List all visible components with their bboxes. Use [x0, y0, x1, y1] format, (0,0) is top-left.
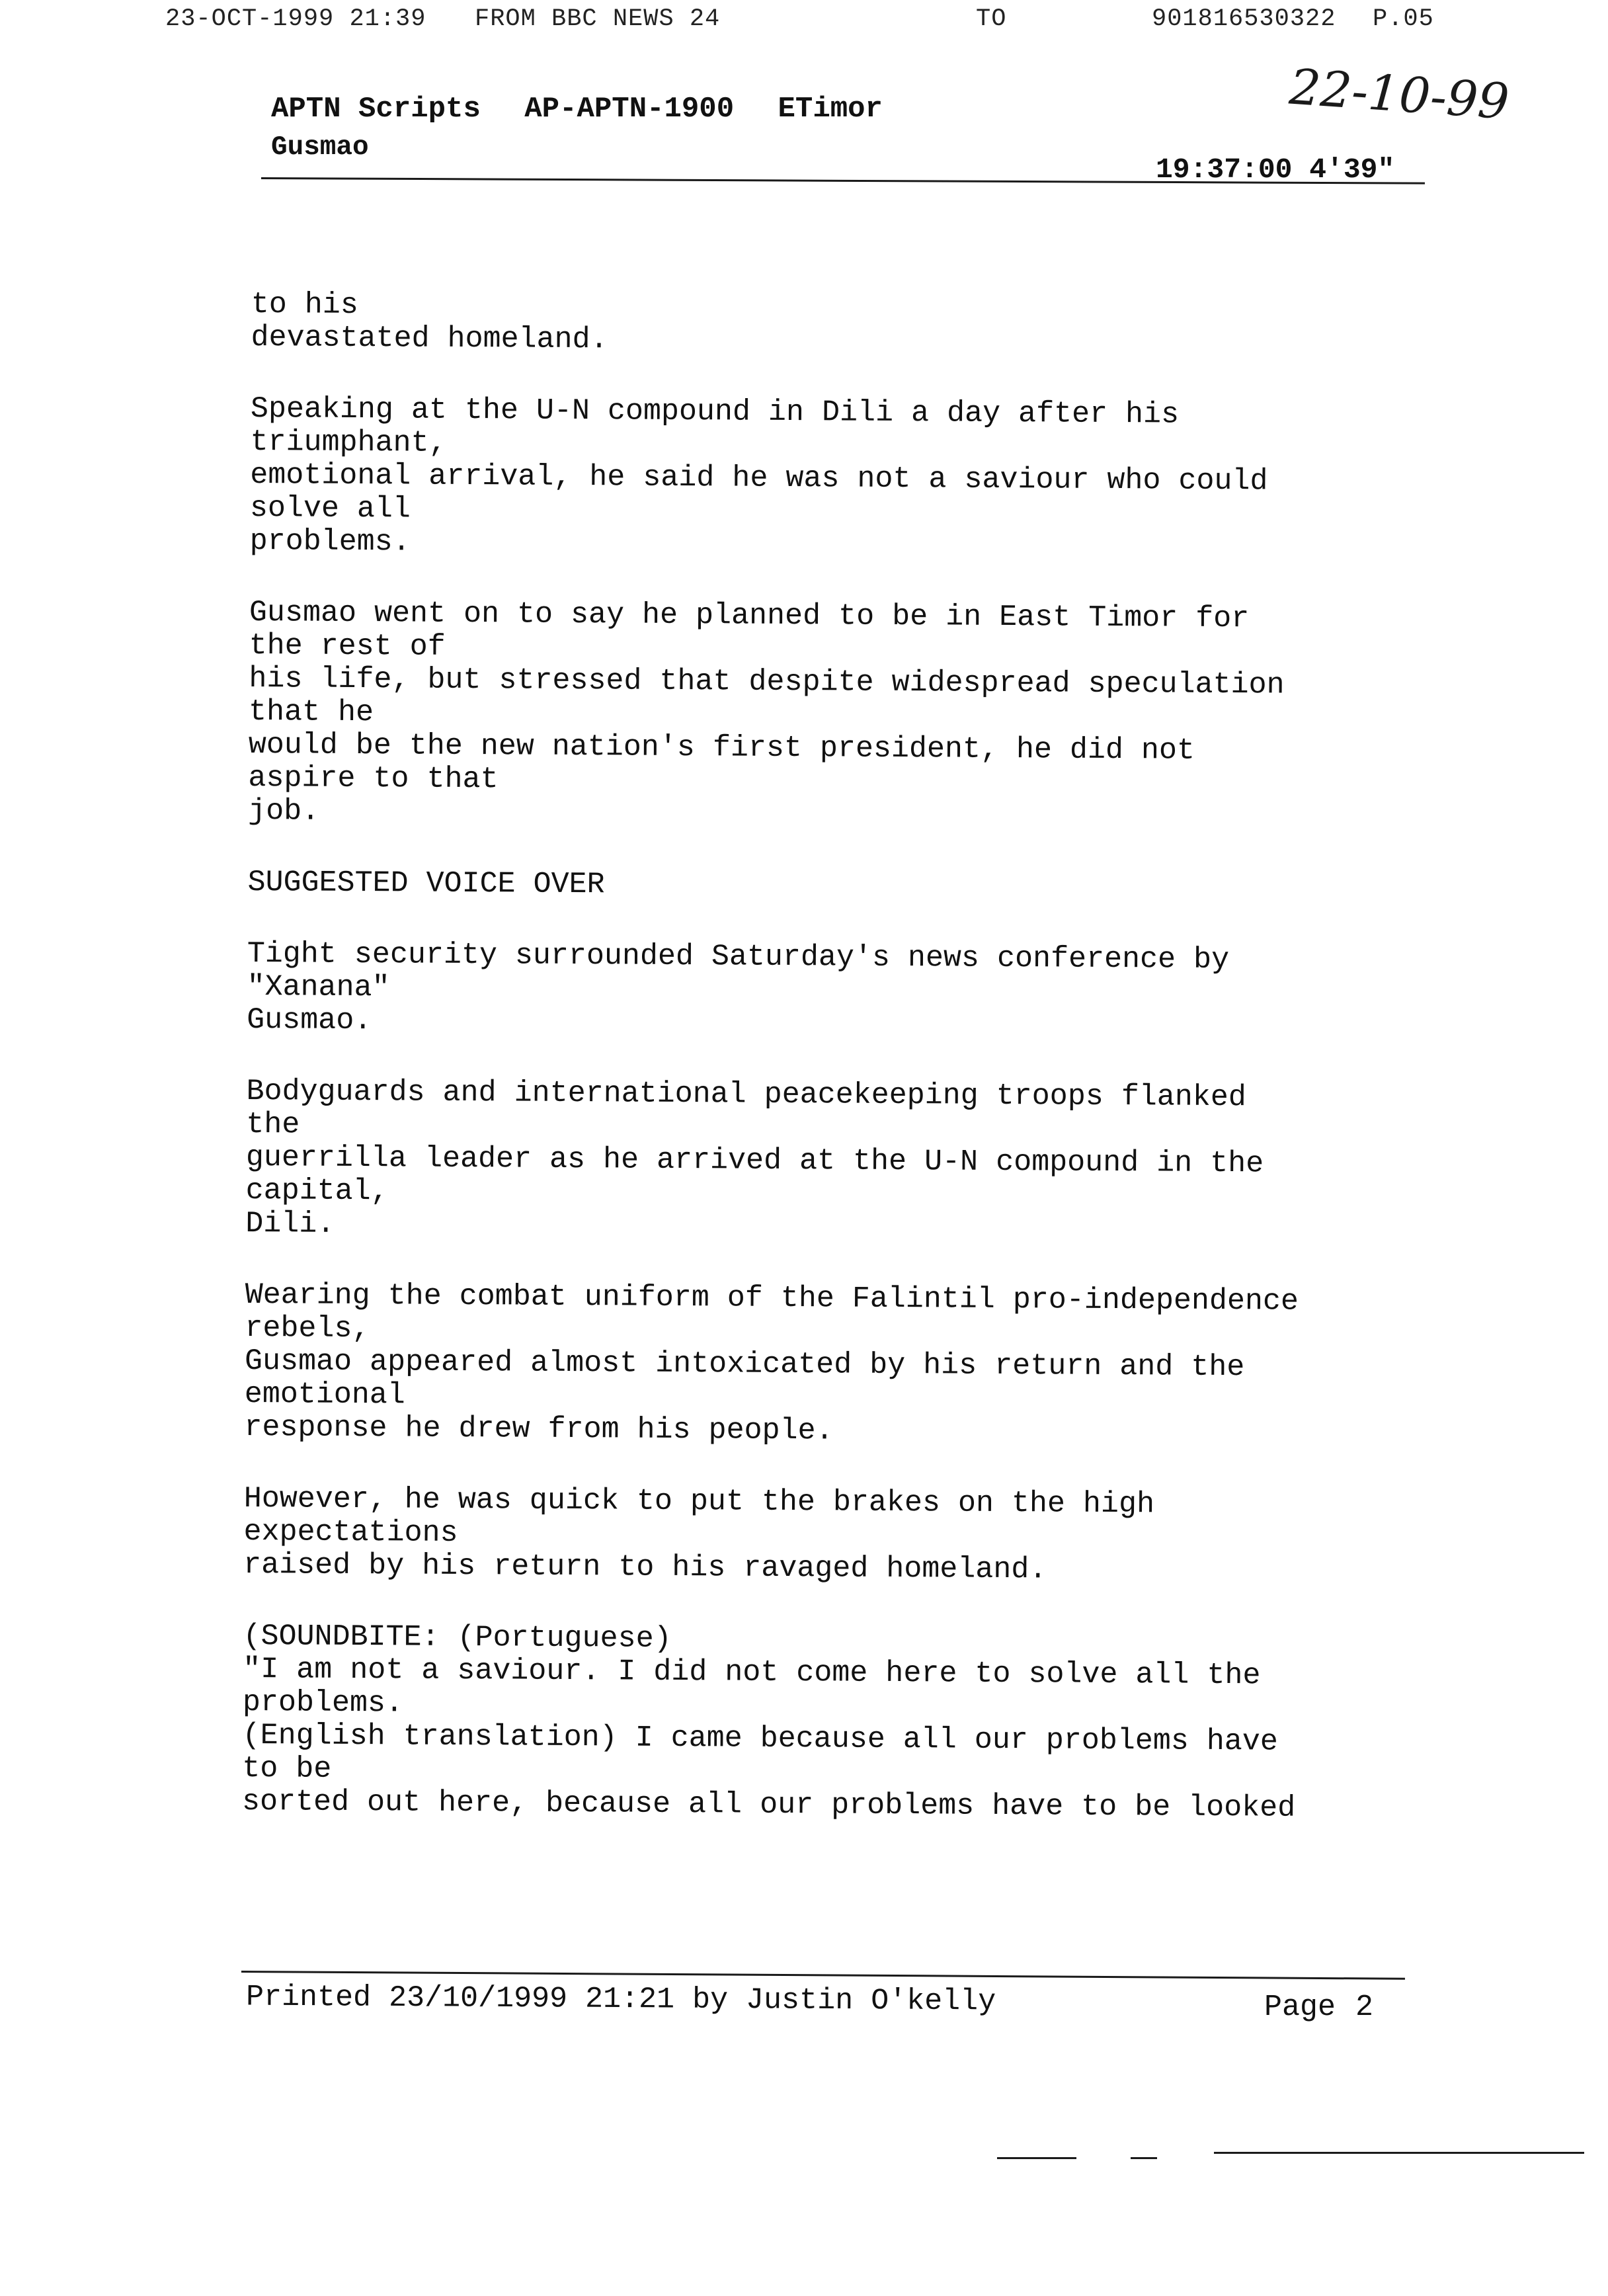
script-id: AP-APTN-1900: [524, 93, 735, 126]
script-timecode: 19:37:00 4'39": [1156, 153, 1395, 186]
script-line: solve all: [249, 491, 411, 526]
script-line: Bodyguards and international peacekeeping troops flanked: [246, 1074, 1246, 1115]
scan-mark: [997, 2157, 1076, 2159]
script-line: the: [246, 1107, 300, 1142]
script-line: devastated homeland.: [251, 320, 608, 357]
footer-rule: [241, 1971, 1405, 1980]
script-line: raised by his return to his ravaged homeland.: [243, 1547, 1047, 1587]
script-line: that he: [248, 694, 374, 730]
script-line: SUGGESTED VOICE OVER: [247, 865, 605, 902]
script-slug-line2: Gusmao: [271, 132, 369, 163]
fax-datetime: 23-OCT-1999 21:39: [165, 5, 426, 33]
script-slug: ETimor: [778, 93, 883, 126]
script-line: problems.: [242, 1685, 404, 1721]
fax-page: P.05: [1373, 5, 1434, 33]
script-paragraph: [243, 1483, 1434, 1589]
script-line: to be: [242, 1751, 332, 1786]
script-line: problems.: [249, 524, 411, 559]
script-line: capital,: [245, 1173, 389, 1209]
footer-page: [1264, 1990, 1373, 2024]
script-line: job.: [248, 794, 320, 829]
script-paragraph: [244, 1279, 1435, 1452]
fax-to: TO: [976, 5, 1007, 33]
script-line: to his: [251, 288, 359, 322]
script-line: response he drew from his people.: [244, 1410, 834, 1448]
script-line: Wearing the combat uniform of the Falintil pro-independence: [245, 1278, 1299, 1319]
handwritten-date: 22-10-99: [1287, 58, 1511, 131]
script-body: [242, 288, 1441, 1864]
fax-number: 901816530322: [1152, 5, 1336, 33]
script-line: sorted out here, because all our problems have to be looked: [241, 1784, 1296, 1825]
scan-mark: [1214, 2152, 1584, 2154]
script-line: "Xanana": [247, 969, 390, 1005]
footer-page-number: 2: [1355, 1990, 1374, 2024]
footer-page-label: Page: [1264, 1990, 1336, 2024]
script-line: Gusmao appeared almost intoxicated by his return and the: [244, 1344, 1245, 1385]
script-line: triumphant,: [250, 425, 447, 460]
script-line: the rest of: [249, 628, 446, 664]
script-line: "I am not a saviour. I did not come here to solve all the: [243, 1652, 1261, 1693]
script-line: guerrilla leader as he arrived at the U-N compound in the: [245, 1140, 1264, 1181]
script-line: emotional arrival, he said he was not a saviour who could: [250, 458, 1268, 499]
script-line: (English translation) I came because all our problems have: [242, 1718, 1279, 1759]
script-line: Tight security surrounded Saturday's news conference by: [247, 936, 1230, 977]
script-source: APTN Scripts: [271, 93, 481, 126]
script-paragraph: [248, 596, 1439, 835]
script-line: Gusmao.: [247, 1003, 372, 1038]
script-paragraph: [247, 866, 1437, 907]
scan-mark: [1131, 2157, 1157, 2159]
script-line: would be the new nation's first president, he did not: [248, 727, 1195, 768]
script-title: [271, 93, 909, 126]
script-line: Gusmao went on to say he planned to be in East Timor for: [249, 595, 1250, 636]
footer-printed: Printed 23/10/1999 21:21 by Justin O'kelly: [245, 1980, 996, 2019]
script-paragraph: [242, 1620, 1433, 1826]
script-line: his life, but stressed that despite widespread speculation: [249, 661, 1285, 702]
script-line: rebels,: [245, 1311, 370, 1346]
script-paragraph: [250, 393, 1441, 565]
script-paragraph: [247, 938, 1437, 1044]
script-line: aspire to that: [248, 760, 499, 797]
script-line: However, he was quick to put the brakes on the high: [243, 1481, 1155, 1522]
script-line: (SOUNDBITE: (Portuguese): [243, 1619, 672, 1656]
script-line: expectations: [243, 1514, 458, 1550]
fax-from: FROM BBC NEWS 24: [475, 5, 721, 33]
script-line: Dili.: [245, 1206, 335, 1241]
script-paragraph: [251, 288, 1441, 362]
script-line: Speaking at the U-N compound in Dili a day after his: [250, 391, 1180, 432]
script-paragraph: [245, 1075, 1436, 1248]
script-line: emotional: [244, 1377, 405, 1413]
